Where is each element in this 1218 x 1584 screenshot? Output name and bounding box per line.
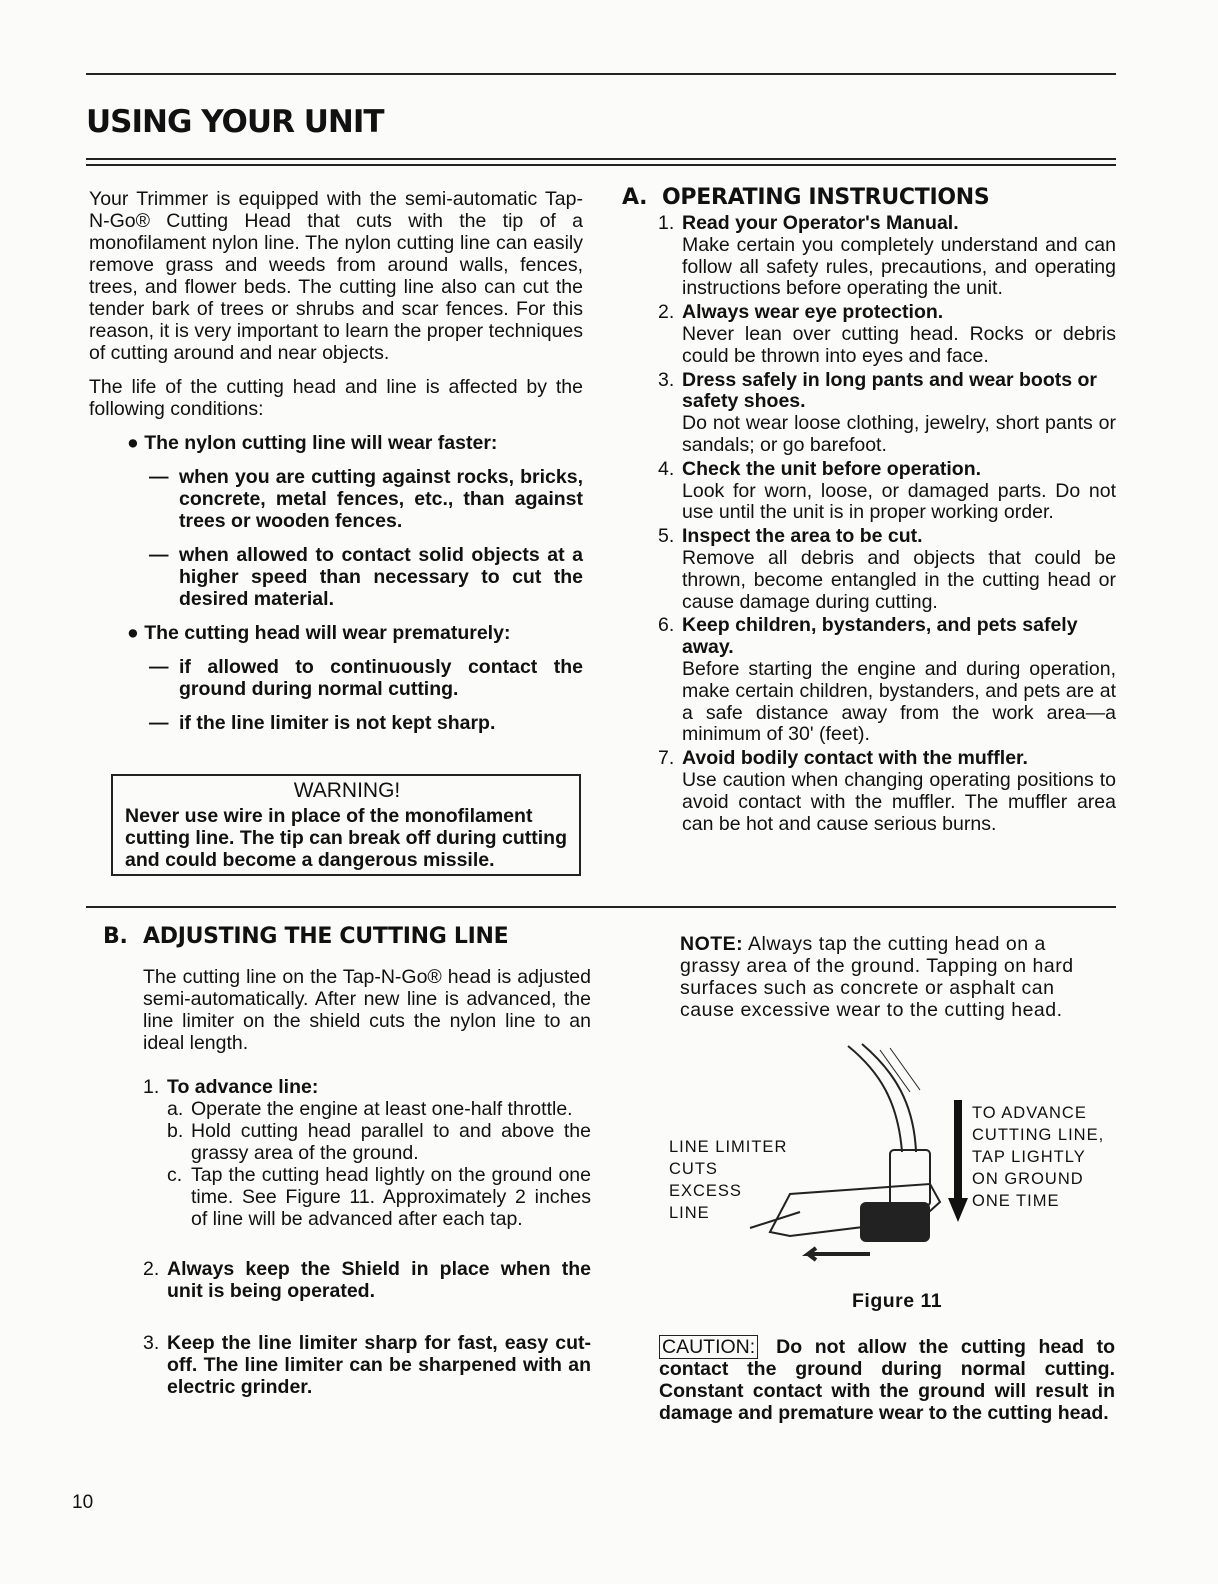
item-number: 5. (658, 525, 675, 548)
down-arrow-icon (948, 1100, 972, 1224)
step-heading: To advance line: (167, 1076, 319, 1098)
note-label: NOTE: (680, 933, 744, 955)
title-rule-upper (86, 158, 1116, 160)
step-number: 2. (143, 1258, 160, 1280)
motion-arrow-icon (808, 1248, 870, 1260)
section-title: ADJUSTING THE CUTTING LINE (143, 924, 509, 949)
list-item-text: if the line limiter is not kept sharp. (179, 712, 496, 734)
intro-column (89, 188, 583, 746)
bullet-head-wear: ● The cutting head will wear prematurely: (127, 622, 511, 644)
item-number: 3. (658, 368, 675, 391)
label-line: TO ADVANCE (972, 1104, 1087, 1122)
item-heading: Read your Operator's Manual. (682, 212, 959, 234)
section-a-heading (622, 185, 989, 210)
section-b-intro: The cutting line on the Tap-N-Go® head is adjusted semi-automatically. After new line is advanced, the line limiter on the shield cuts the nylon line to an ideal length. (143, 966, 591, 1054)
step-number: 3. (143, 1332, 160, 1354)
item-body: Before starting the engine and during operation, make certain children, bystanders, and pets are at a safe distance away from the work area—a minimum of 30' (feet). (682, 657, 1116, 746)
section-title: OPERATING INSTRUCTIONS (662, 185, 990, 210)
motion-line (890, 1048, 920, 1090)
title-rule-lower (86, 164, 1116, 166)
label-line: LINE LIMITER (669, 1138, 788, 1156)
item-body: Never lean over cutting head. Rocks or debris could be thrown into eyes and face. (682, 322, 1116, 367)
label-line: EXCESS (669, 1182, 742, 1200)
page-number: 10 (72, 1492, 94, 1513)
item-number: 1. (658, 212, 675, 234)
step-sharpen-limiter (143, 1332, 591, 1398)
item-body: Look for worn, loose, or damaged parts. Do not use until the unit is in proper working order. (682, 479, 1116, 524)
label-line: ON GROUND (972, 1170, 1084, 1188)
intro-paragraph-1: Your Trimmer is equipped with the semi-automatic Tap-N-Go® Cutting Head that cuts with the tip of a monofilament nylon line. The nylon cutting line can easily remove grass and weeds from around walls, fences, trees, and flower beds. The cutting line also can cut the tender bark of trees or shrubs and scar fences. For this reason, it is very important to learn the proper techniques of cutting around and near objects. (89, 188, 583, 364)
sub-text: Tap the cutting head lightly on the ground one time. See Figure 11. Approximately 2 inches of line will be advanced after each tap. (191, 1164, 591, 1230)
figure-right-label (972, 1102, 1104, 1212)
sub-text: Hold cutting head parallel to and above the grassy area of the ground. (191, 1120, 591, 1164)
step-number: 1. (143, 1076, 160, 1098)
note-paragraph (680, 933, 1108, 1021)
step-text: Keep the line limiter sharp for fast, easy cut-off. The line limiter can be sharpened with an electric grinder. (167, 1332, 591, 1398)
line-limiter (750, 1212, 800, 1228)
sub-text: Operate the engine at least one-half throttle. (191, 1098, 573, 1120)
caution-paragraph (659, 1336, 1115, 1424)
section-letter: A. (622, 185, 648, 210)
item-heading: Inspect the area to be cut. (682, 525, 923, 548)
list-item (167, 1120, 591, 1164)
top-rule (86, 73, 1116, 75)
caution-text: Do not allow the cutting head to contact the ground during normal cutting. Constant contact with the ground will result in damage and premature wear to the cutting head. (659, 1336, 1115, 1424)
item-heading: Avoid bodily contact with the muffler. (682, 747, 1028, 770)
list-item (149, 466, 583, 532)
dash-mark: — (149, 466, 169, 488)
item-body: Use caution when changing operating positions to avoid contact with the muffler. The muffler area can be hot and cause serious burns. (682, 768, 1116, 835)
item-number: 7. (658, 747, 675, 770)
cutting-head-housing (890, 1150, 930, 1206)
step-advance-line (143, 1076, 591, 1230)
list-item (658, 615, 1116, 746)
list-item (167, 1164, 591, 1230)
warning-title: WARNING! (293, 779, 401, 802)
item-body: Remove all debris and objects that could be thrown, become entangled in the cutting head or cause damage during cutting. (682, 546, 1116, 613)
warning-box (111, 774, 581, 876)
label-line: ONE TIME (972, 1192, 1060, 1210)
item-heading: Dress safely in long pants and wear boots or safety shoes. (682, 368, 1098, 413)
item-number: 6. (658, 614, 675, 637)
list-item (149, 656, 583, 700)
list-item (658, 370, 1116, 457)
item-body: Do not wear loose clothing, jewelry, short pants or sandals; or go barefoot. (682, 412, 1116, 456)
sub-letter: c. (167, 1164, 183, 1186)
list-item-text: when allowed to contact solid objects at a higher speed than necessary to cut the desired material. (179, 544, 583, 610)
label-line: CUTTING LINE, (972, 1126, 1105, 1144)
list-item (658, 213, 1116, 300)
bullet-block (89, 432, 583, 734)
sub-letter: a. (167, 1098, 184, 1120)
operating-instructions-list (658, 213, 1116, 837)
section-b-heading (103, 924, 508, 949)
item-heading: Keep children, bystanders, and pets safely away. (682, 614, 1078, 659)
section-letter: B. (103, 924, 128, 949)
bullet-line-wear: ● The nylon cutting line will wear faster: (127, 432, 498, 454)
list-item-text: if allowed to continuously contact the ground during normal cutting. (179, 656, 583, 700)
page-title: USING YOUR UNIT (86, 104, 384, 140)
motion-line (880, 1050, 910, 1092)
list-item (658, 302, 1116, 367)
note-text: Always tap the cutting head on a grassy area of the ground. Tapping on hard surfaces such as concrete or asphalt can cause excessive wear to the cutting head. (680, 933, 1074, 1021)
sub-letter: b. (167, 1120, 184, 1142)
list-item (658, 526, 1116, 613)
warning-text: Never use wire in place of the monofilament cutting line. The tip can break off during cutting and could become a dangerous missile. (125, 805, 567, 871)
figure-caption: Figure 11 (852, 1290, 943, 1312)
step-text: Always keep the Shield in place when the unit is being operated. (167, 1258, 591, 1302)
intro-paragraph-2: The life of the cutting head and line is affected by the following conditions: (89, 376, 583, 420)
list-item (167, 1098, 591, 1120)
item-number: 2. (658, 301, 675, 324)
caution-label: CAUTION: (659, 1335, 758, 1359)
adjusting-column (143, 966, 591, 1400)
item-heading: Always wear eye protection. (682, 301, 944, 324)
list-item (658, 459, 1116, 524)
label-line: CUTS (669, 1160, 718, 1178)
section-divider (86, 906, 1116, 908)
item-body: Make certain you completely understand and can follow all safety rules, precautions, and operating instructions before operating the unit. (682, 233, 1116, 300)
dash-mark: — (149, 544, 169, 566)
label-line: LINE (669, 1204, 710, 1222)
item-heading: Check the unit before operation. (682, 457, 982, 480)
item-number: 4. (658, 457, 675, 480)
list-item (149, 544, 583, 610)
label-line: TAP LIGHTLY (972, 1148, 1086, 1166)
list-item (658, 748, 1116, 835)
dash-mark: — (149, 656, 169, 678)
spool (860, 1202, 930, 1242)
list-item-text: when you are cutting against rocks, bricks, concrete, metal fences, etc., than against trees or wooden fences. (179, 466, 583, 532)
step-keep-shield (143, 1258, 591, 1302)
dash-mark: — (149, 712, 169, 734)
trimmer-shaft (848, 1046, 902, 1152)
list-item (149, 712, 583, 734)
